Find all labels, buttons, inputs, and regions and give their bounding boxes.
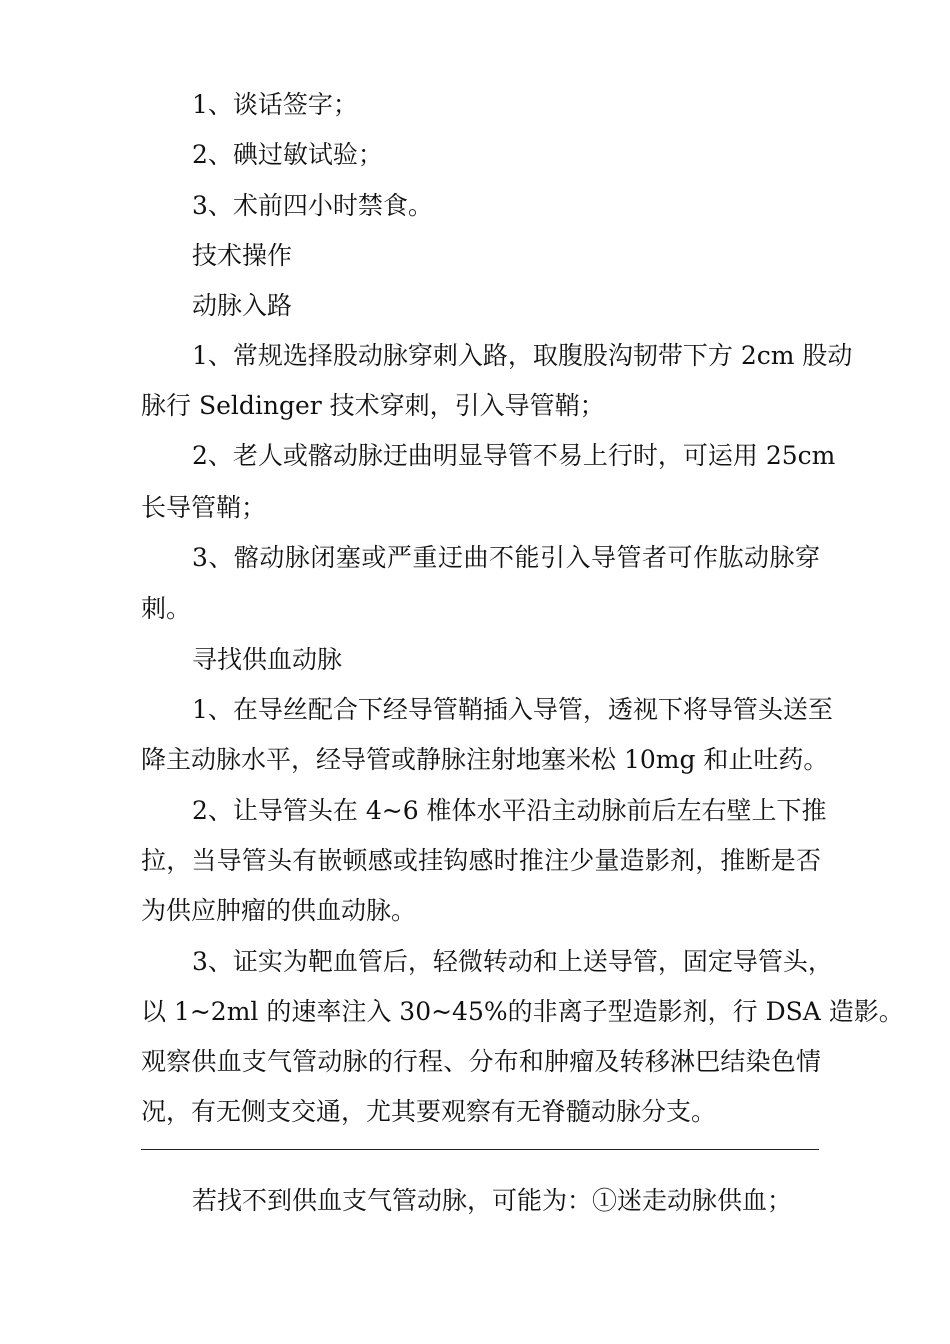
find-artery-p2-line2: 拉，当导管头有嵌顿感或挂钩感时推注少量造影剂，推断是否 <box>141 846 821 875</box>
arterial-access-p1-line2: 脉行 Seldinger 技术穿刺，引入导管鞘； <box>141 391 605 420</box>
arterial-access-p2-line2: 长导管鞘； <box>141 493 267 522</box>
prep-item-3: 3、术前四小时禁食。 <box>192 191 433 220</box>
arterial-access-p3-line1: 3、髂动脉闭塞或严重迂曲不能引入导管者可作肱动脉穿 <box>192 543 820 572</box>
find-artery-p2-line3: 为供应肿瘤的供血动脉。 <box>141 896 417 925</box>
find-artery-p3-line2: 以 1~2ml 的速率注入 30~45%的非离子型造影剂，行 DSA 造影。 <box>141 997 904 1026</box>
find-artery-p1-line2: 降主动脉水平，经导管或静脉注射地塞米松 10mg 和止吐药。 <box>141 745 829 774</box>
find-artery-p2-line1: 2、让导管头在 4~6 椎体水平沿主动脉前后左右壁上下推 <box>192 796 827 825</box>
subheading-arterial-access: 动脉入路 <box>192 291 293 320</box>
arterial-access-p3-line2: 刺。 <box>141 594 192 623</box>
footer-paragraph: 若找不到供血支气管动脉，可能为：①迷走动脉供血； <box>192 1186 793 1215</box>
subheading-find-artery: 寻找供血动脉 <box>192 645 343 674</box>
prep-item-2: 2、碘过敏试验； <box>192 140 383 169</box>
find-artery-p3-line4: 况，有无侧支交通，尤其要观察有无脊髓动脉分支。 <box>141 1097 717 1126</box>
find-artery-p3-line1: 3、证实为靶血管后，轻微转动和上送导管，固定导管头， <box>192 947 833 976</box>
arterial-access-p1-line1: 1、常规选择股动脉穿刺入路，取腹股沟韧带下方 2cm 股动 <box>192 341 853 370</box>
section-heading-technique: 技术操作 <box>192 241 293 270</box>
find-artery-p1-line1: 1、在导丝配合下经导管鞘插入导管，透视下将导管头送至 <box>192 695 833 724</box>
prep-item-1: 1、谈话签字； <box>192 90 358 119</box>
arterial-access-p2-line1: 2、老人或髂动脉迂曲明显导管不易上行时，可运用 25cm <box>192 441 836 470</box>
find-artery-p3-line3: 观察供血支气管动脉的行程、分布和肿瘤及转移淋巴结染色情 <box>141 1047 821 1076</box>
footnote-divider <box>141 1149 819 1150</box>
